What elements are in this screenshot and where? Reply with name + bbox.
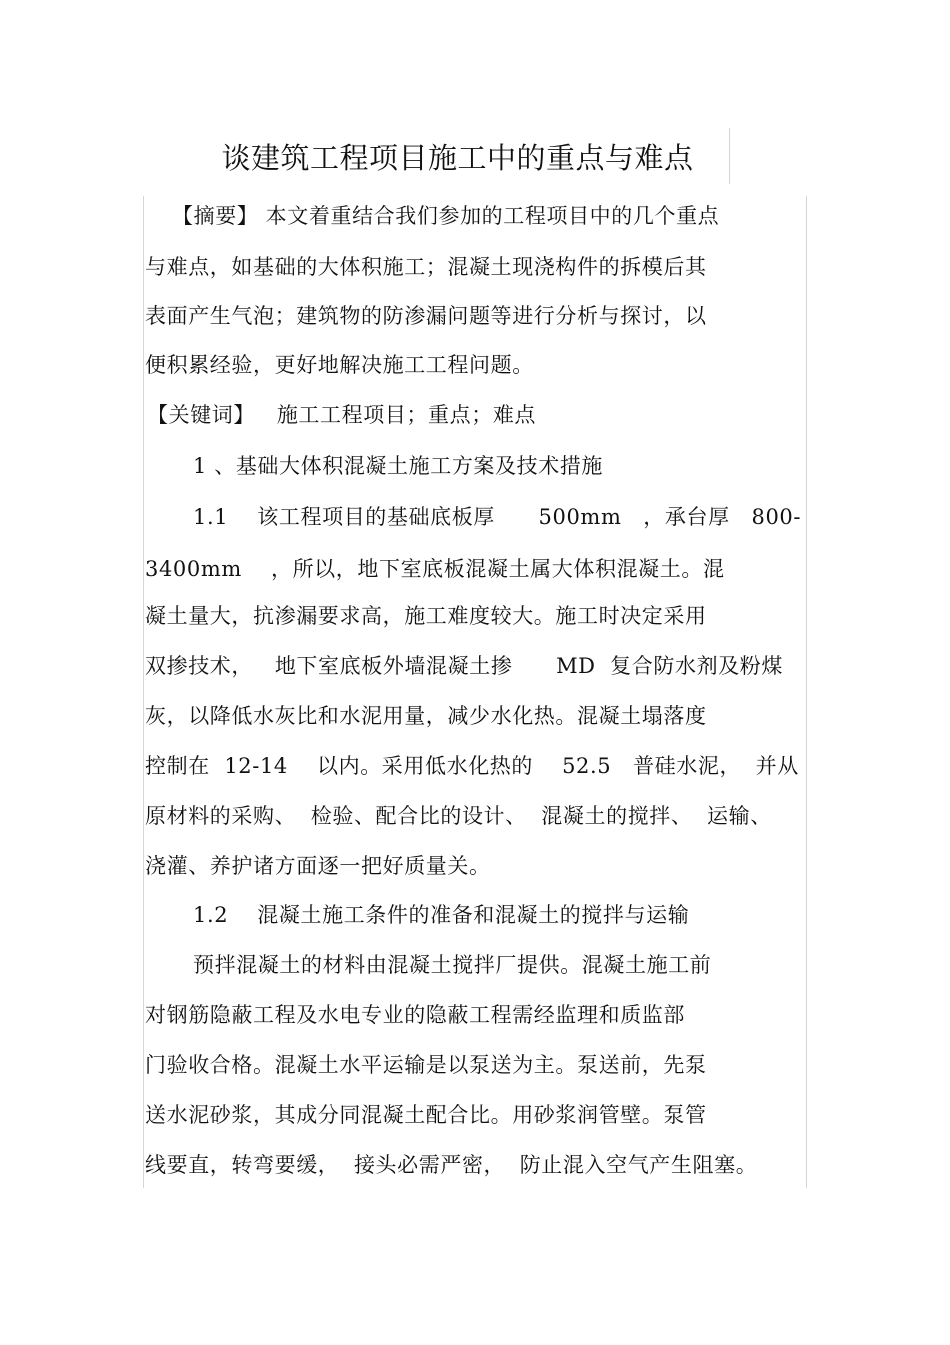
paragraph-line: 凝土量大，抗渗漏要求高，施工难度较大。施工时决定采用 bbox=[145, 604, 707, 628]
paragraph-line: 浇灌、养护诸方面逐一把好质量关。 bbox=[145, 854, 491, 878]
section-heading-1-2: 1.2 混凝土施工条件的准备和混凝土的搅拌与运输 bbox=[193, 903, 690, 927]
document-title: 谈建筑工程项目施工中的重点与难点 bbox=[221, 141, 694, 175]
abstract-line-2: 与难点，如基础的大体积施工；混凝土现浇构件的拆模后其 bbox=[145, 255, 707, 279]
paragraph-line: 线要直，转弯要缓， 接头必需严密， 防止混入空气产生阻塞。 bbox=[145, 1153, 758, 1177]
paragraph-line: 1.1 该工程项目的基础底板厚 500mm ，承台厚 800- bbox=[193, 505, 802, 529]
paragraph-line: 3400mm ，所以，地下室底板混凝土属大体积混凝土。混 bbox=[145, 557, 725, 581]
section-heading-1: 1 、基础大体积混凝土施工方案及技术措施 bbox=[193, 454, 604, 478]
keywords-line: 【关键词】 施工工程项目；重点；难点 bbox=[147, 403, 537, 427]
abstract-line-1: 【摘要】 本文着重结合我们参加的工程项目中的几个重点 bbox=[172, 204, 720, 228]
left-margin-line bbox=[143, 196, 144, 1188]
paragraph-line: 双掺技术， 地下室底板外墙混凝土掺 MD 复合防水剂及粉煤 bbox=[145, 654, 783, 678]
paragraph-line: 对钢筋隐蔽工程及水电专业的隐蔽工程需经监理和质监部 bbox=[145, 1003, 685, 1027]
abstract-line-3: 表面产生气泡；建筑物的防渗漏问题等进行分析与探讨，以 bbox=[145, 304, 707, 328]
right-margin-line bbox=[806, 196, 807, 1188]
paragraph-line: 灰，以降低水灰比和水泥用量，减少水化热。混凝土塌落度 bbox=[145, 704, 707, 728]
paragraph-line: 送水泥砂浆，其成分同混凝土配合比。用砂浆润管壁。泵管 bbox=[145, 1103, 707, 1127]
paragraph-line: 门验收合格。混凝土水平运输是以泵送为主。泵送前，先泵 bbox=[145, 1053, 707, 1077]
paragraph-line: 预拌混凝土的材料由混凝土搅拌厂提供。混凝土施工前 bbox=[193, 953, 712, 977]
paragraph-line: 原材料的采购、 检验、配合比的设计、 混凝土的搅拌、 运输、 bbox=[145, 804, 772, 828]
abstract-line-4: 便积累经验，更好地解决施工工程问题。 bbox=[145, 353, 534, 377]
paragraph-line: 控制在 12-14 以内。采用低水化热的 52.5 普硅水泥， 并从 bbox=[145, 754, 799, 778]
